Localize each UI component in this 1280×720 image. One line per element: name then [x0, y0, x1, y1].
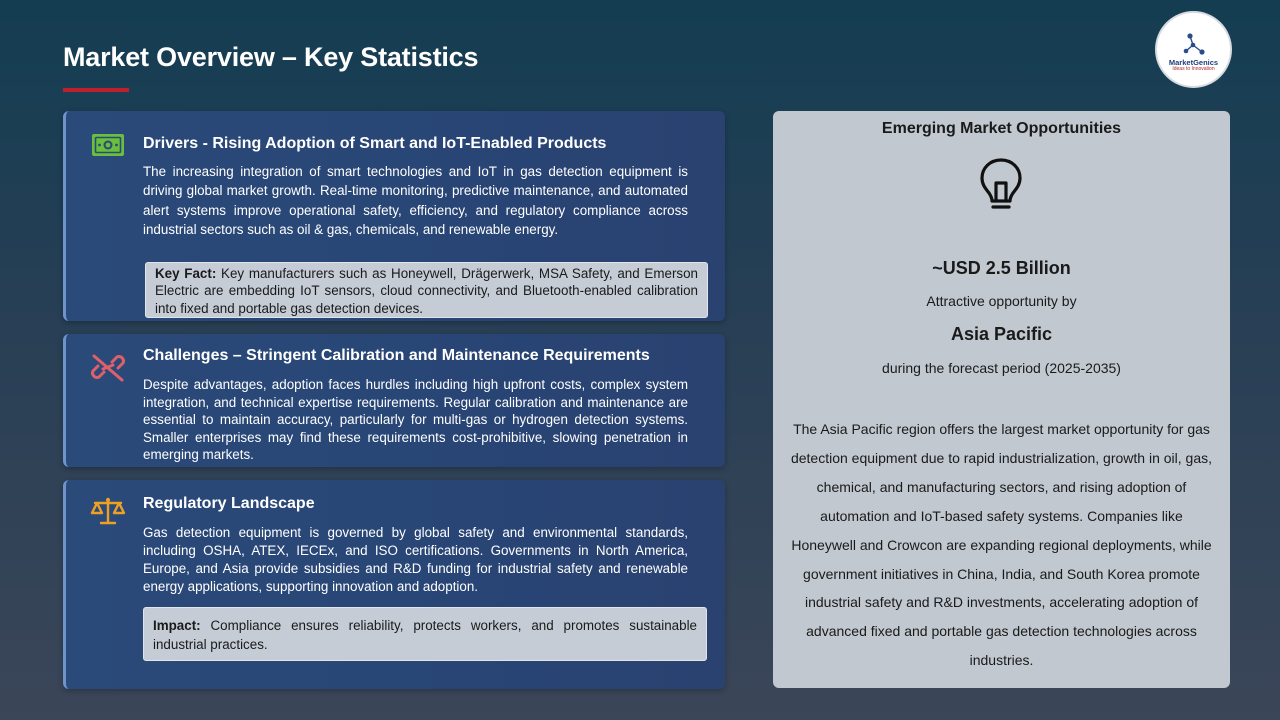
lightbulb-icon	[976, 156, 1026, 212]
impact-label: Impact:	[153, 618, 201, 633]
page-title: Market Overview – Key Statistics	[63, 42, 479, 72]
key-fact-box	[145, 262, 708, 318]
opportunity-region: Asia Pacific	[950, 324, 1053, 344]
money-icon	[90, 130, 126, 160]
balance-scale-icon	[90, 496, 126, 526]
company-logo	[1155, 11, 1232, 88]
challenges-heading: Challenges – Stringent Calibration and Maintenance Requirements	[143, 347, 650, 364]
regulatory-card	[63, 480, 725, 689]
regulatory-heading: Regulatory Landscape	[143, 495, 315, 512]
regulatory-body: Gas detection equipment is governed by global safety and environmental standards, including OSHA, ATEX, IECEx, and ISO certifications. Governments in North America, Europe, and Asia provide subsidies and R&D funding for industrial safety and renewable energy applications, supporting innovation and adoption.	[143, 525, 688, 594]
challenges-body: Despite advantages, adoption faces hurdles including high upfront costs, complex system integration, and technical expertise requirements. Regular calibration and maintenance are essential to maintain accuracy, particularly for multi-gas or hydrogen detection systems. Smaller enterprises may find these requirements cost-prohibitive, slowing penetration in emerging markets.	[143, 377, 688, 463]
opportunity-subtitle: Attractive opportunity by	[926, 293, 1077, 309]
broken-link-icon	[90, 352, 126, 382]
opportunity-period: during the forecast period (2025-2035)	[882, 360, 1121, 376]
title-underline	[63, 88, 129, 92]
challenges-card	[63, 334, 725, 467]
impact-text: Compliance ensures reliability, protects workers, and promotes sustainable industrial practices.	[153, 618, 697, 652]
logo-name: MarketGenics	[1168, 57, 1219, 67]
opportunity-description: The Asia Pacific region offers the largest market opportunity for gas detection equipment due to rapid industrialization, growth in oil, gas, chemical, and manufacturing sectors, and rising adoption of automation and IoT-based safety systems. Companies like Honeywell and Crowcon are expanding regional deployments, while government initiatives in China, India, and South Korea promote industrial safety and R&D investments, accelerating adoption of advanced fixed and portable gas detection technologies across industries.	[790, 421, 1213, 669]
drivers-heading: Drivers - Rising Adoption of Smart and IoT-Enabled Products	[143, 135, 607, 152]
molecule-icon	[1181, 31, 1207, 57]
key-fact-text: Key manufacturers such as Honeywell, Drägerwerk, MSA Safety, and Emerson Electric are embedding IoT sensors, cloud connectivity, and Bluetooth-enabled calibration into fixed and portable gas detection devices.	[155, 266, 698, 316]
impact-box	[143, 607, 707, 661]
drivers-body: The increasing integration of smart technologies and IoT in gas detection equipment is driving global market growth. Real-time monitoring, predictive maintenance, and automated alert systems improve operational safety, efficiency, and regulatory compliance across industrial sectors such as oil & gas, chemicals, and renewable energy.	[143, 164, 688, 238]
opportunities-panel	[773, 111, 1230, 688]
opportunities-title: Emerging Market Opportunities	[881, 120, 1122, 137]
drivers-card	[63, 111, 725, 321]
logo-tagline: Ideas to Innovation	[1172, 66, 1215, 73]
key-fact-label: Key Fact:	[155, 266, 217, 281]
opportunity-amount: ~USD 2.5 Billion	[932, 258, 1071, 278]
